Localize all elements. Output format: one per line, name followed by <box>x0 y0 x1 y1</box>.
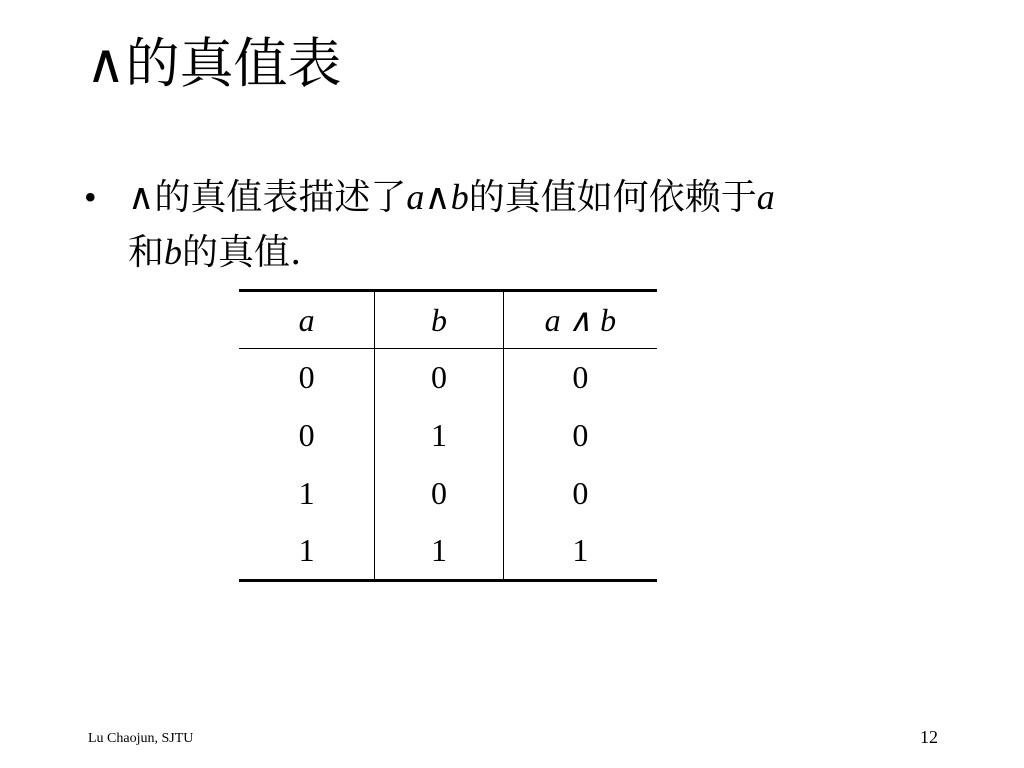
truth-table-header <box>239 291 657 349</box>
table-cell: 0 <box>503 407 657 465</box>
variable-b-second: b <box>164 232 183 272</box>
title-text: 的真值表 <box>125 32 342 95</box>
table-cell: 0 <box>503 465 657 523</box>
bullet-operator-inline: ∧ <box>424 177 451 218</box>
table-cell: 1 <box>375 523 503 581</box>
table-row <box>239 349 657 407</box>
bullet-item <box>84 170 954 280</box>
table-cell: 0 <box>375 349 503 407</box>
bullet-dot-icon: • <box>84 177 97 217</box>
table-cell: 0 <box>375 465 503 523</box>
table-row <box>239 523 657 581</box>
column-header-b: b <box>375 291 503 349</box>
table-cell: 0 <box>503 349 657 407</box>
table-row <box>239 465 657 523</box>
table-cell: 1 <box>375 407 503 465</box>
column-header-a-and-b: a ∧ b <box>503 291 657 349</box>
table-cell: 1 <box>239 523 375 581</box>
truth-table-body <box>239 349 657 581</box>
bullet-line-1 <box>128 170 954 225</box>
table-row <box>239 407 657 465</box>
bullet-line-2 <box>128 225 954 280</box>
slide-title <box>86 28 342 100</box>
table-cell: 1 <box>503 523 657 581</box>
column-header-a: a <box>239 291 375 349</box>
page-number: 12 <box>920 727 938 747</box>
table-cell: 0 <box>298 359 315 396</box>
table-cell: 0 <box>298 417 315 453</box>
title-and-operator: ∧ <box>86 32 126 95</box>
bullet-operator: ∧ <box>128 177 155 218</box>
variable-a-second: a <box>756 177 775 217</box>
variable-a: a <box>406 177 425 217</box>
truth-table <box>239 289 657 582</box>
header-row <box>239 291 657 349</box>
bullet-text-segment-3: 和 <box>128 232 165 273</box>
bullet-text-segment-4: 的真值. <box>182 232 302 273</box>
variable-b: b <box>450 177 469 217</box>
footer-author: Lu Chaojun, SJTU <box>88 731 194 746</box>
bullet-text-segment-2: 的真值如何依赖于 <box>468 177 757 218</box>
bullet-text-segment-1: 的真值表描述了 <box>154 177 407 218</box>
table-cell: 1 <box>298 475 315 511</box>
bullet-text <box>128 170 954 280</box>
